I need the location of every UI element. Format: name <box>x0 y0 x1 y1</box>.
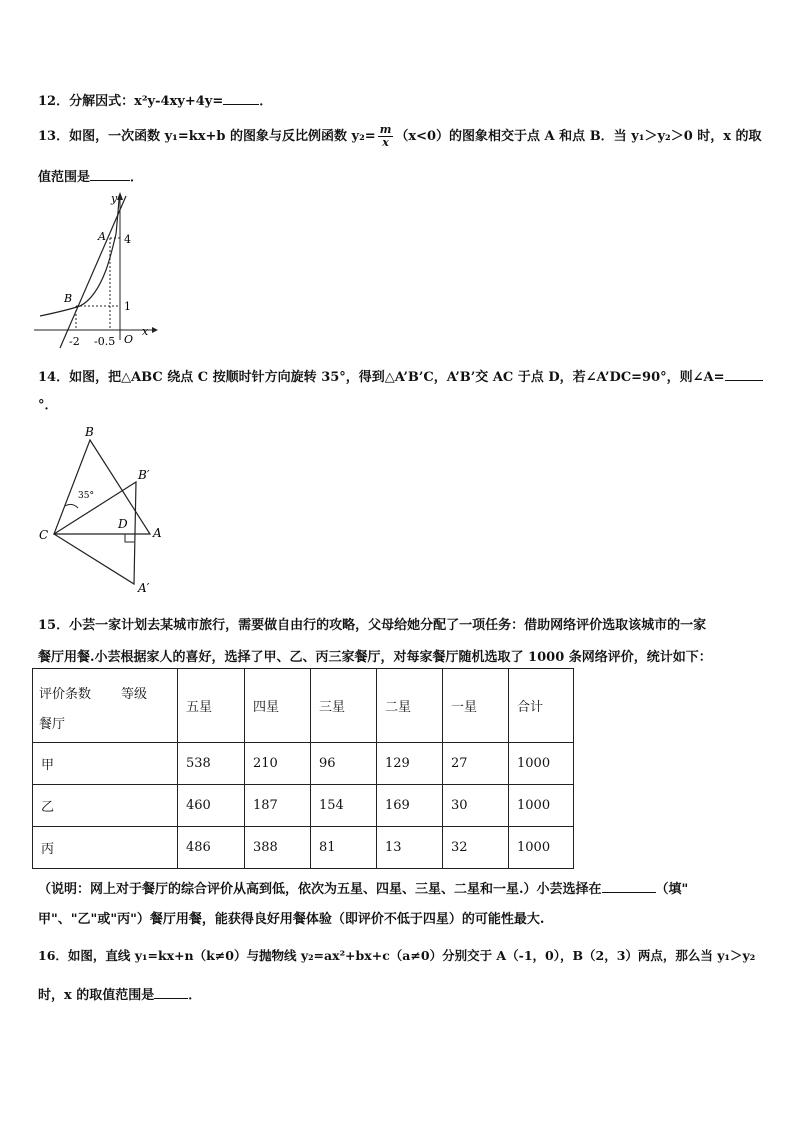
q15-rating-table <box>32 668 574 869</box>
cell: 388 <box>245 827 311 869</box>
cell: 13 <box>377 827 443 869</box>
q13-hyperbola <box>40 200 119 316</box>
question-16-line2 <box>38 984 201 1003</box>
q16-line2: 时，x 的取值范围是 <box>38 988 155 1003</box>
q13-origin-label: O <box>124 333 134 346</box>
q13-frac-den: x <box>382 136 389 149</box>
row-name: 丙 <box>33 827 178 869</box>
header-two-star: 二星 <box>377 669 443 743</box>
q13-fraction <box>378 124 394 149</box>
q14-angle-label: 35° <box>78 491 94 501</box>
cell: 1000 <box>509 743 574 785</box>
q13-text-a: 13．如图，一次函数 y₁=kx+b 的图象与反比例函数 y₂= <box>38 129 376 144</box>
table-row <box>33 827 574 869</box>
question-15-line1 <box>38 614 706 633</box>
q14-right-angle-mark <box>125 534 134 542</box>
table-corner-cell <box>33 669 178 743</box>
cell: 27 <box>443 743 509 785</box>
q15-note2: 甲"、"乙"或"丙"）餐厅用餐，能获得良好用餐体验（即评价不低于四星）的可能性最大. <box>38 912 545 927</box>
q13-text-b: （x<0）的图象相交于点 A 和点 B．当 y₁＞y₂＞0 时，x 的取 <box>395 129 762 144</box>
q15-note1: （说明：网上对于餐厅的综合评价从高到低，依次为五星、四星、三星、二星和一星.）小芸选择在 <box>38 882 602 897</box>
header-total: 合计 <box>509 669 574 743</box>
header-five-star: 五星 <box>178 669 245 743</box>
q13-x-arrow-icon <box>152 327 158 333</box>
cell: 460 <box>178 785 245 827</box>
q13-line <box>60 196 126 348</box>
header-three-star: 三星 <box>311 669 377 743</box>
q12-end: ． <box>259 94 273 109</box>
q13-figure <box>34 190 164 350</box>
question-15-note2 <box>38 908 544 927</box>
q16-line1: 16．如图，直线 y₁=kx+n（k≠0）与抛物线 y₂=ax²+bx+c（a≠0）分别交于 A（-1，0），B（2，3）两点，那么当 y₁＞y₂ <box>38 948 756 963</box>
question-15-line2 <box>38 646 712 665</box>
q13-tick-minus-2: -2 <box>69 335 80 348</box>
corner-top-right: 等级 <box>121 687 148 702</box>
q14-answer-blank <box>725 380 763 381</box>
row-name: 乙 <box>33 785 178 827</box>
question-13 <box>38 124 762 149</box>
cell: 30 <box>443 785 509 827</box>
q12-text: 12．分解因式：x²y-4xy+4y= <box>38 94 224 109</box>
question-16-line1 <box>38 946 755 964</box>
q14-triangle-a-prime-b-prime-c <box>54 482 136 584</box>
q14-label-b: B <box>85 425 94 439</box>
cell: 32 <box>443 827 509 869</box>
cell: 210 <box>245 743 311 785</box>
q13-end: ． <box>130 170 144 185</box>
cell: 1000 <box>509 785 574 827</box>
header-one-star: 一星 <box>443 669 509 743</box>
q15-answer-blank <box>602 892 656 893</box>
q15-note1-end: （填" <box>655 882 689 897</box>
q13-point-a-label: A <box>98 230 106 243</box>
q13-point-b-label: B <box>64 292 73 305</box>
cell: 486 <box>178 827 245 869</box>
q12-answer-blank <box>223 104 259 105</box>
cell: 1000 <box>509 827 574 869</box>
question-14 <box>38 366 763 385</box>
question-12 <box>38 90 272 109</box>
q14-label-a: A <box>153 526 162 540</box>
q14-text: 14．如图，把△ABC 绕点 C 按顺时针方向旋转 35°，得到△A’B’C，A’B’交 AC 于点 D，若∠A’DC=90°，则∠A= <box>38 370 725 385</box>
q13-tick-minus-0-5: -0.5 <box>94 335 116 348</box>
header-four-star: 四星 <box>245 669 311 743</box>
q13-x-label: x <box>142 325 149 338</box>
cell: 96 <box>311 743 377 785</box>
q14-line2: °． <box>38 398 58 413</box>
q13-y-arrow-icon <box>117 192 123 200</box>
q13-tick-4: 4 <box>124 233 131 246</box>
q13-tick-1: 1 <box>124 300 131 313</box>
q14-label-a-prime: A′ <box>138 581 150 595</box>
q14-label-c: C <box>39 528 49 542</box>
table-row <box>33 785 574 827</box>
question-13-line2 <box>38 166 143 185</box>
q16-answer-blank <box>154 998 188 999</box>
q14-label-b-prime: B′ <box>138 468 150 482</box>
question-14-line2 <box>38 394 58 413</box>
q16-end: ． <box>188 988 202 1003</box>
cell: 81 <box>311 827 377 869</box>
question-15-note1 <box>38 878 688 897</box>
table-header-row <box>33 669 574 743</box>
table-row <box>33 743 574 785</box>
q13-line2: 值范围是 <box>38 170 91 185</box>
cell: 154 <box>311 785 377 827</box>
q13-answer-blank <box>90 180 130 181</box>
cell: 187 <box>245 785 311 827</box>
q14-figure <box>36 424 176 599</box>
cell: 538 <box>178 743 245 785</box>
corner-top-left: 评价条数 <box>39 687 92 702</box>
q15-line2: 餐厅用餐.小芸根据家人的喜好，选择了甲、乙、丙三家餐厅，对每家餐厅随机选取了 1000 条网络评价，统计如下： <box>38 650 712 665</box>
cell: 129 <box>377 743 443 785</box>
q14-angle-arc <box>65 504 78 508</box>
cell: 169 <box>377 785 443 827</box>
q13-frac-num: m <box>379 123 392 136</box>
q15-line1: 15．小芸一家计划去某城市旅行，需要做自由行的攻略，父母给她分配了一项任务：借助网络评价选取该城市的一家 <box>38 618 707 633</box>
q14-label-d: D <box>118 517 128 531</box>
q13-y-label: y <box>111 192 118 205</box>
row-name: 甲 <box>33 743 178 785</box>
corner-bottom: 餐厅 <box>39 717 66 732</box>
